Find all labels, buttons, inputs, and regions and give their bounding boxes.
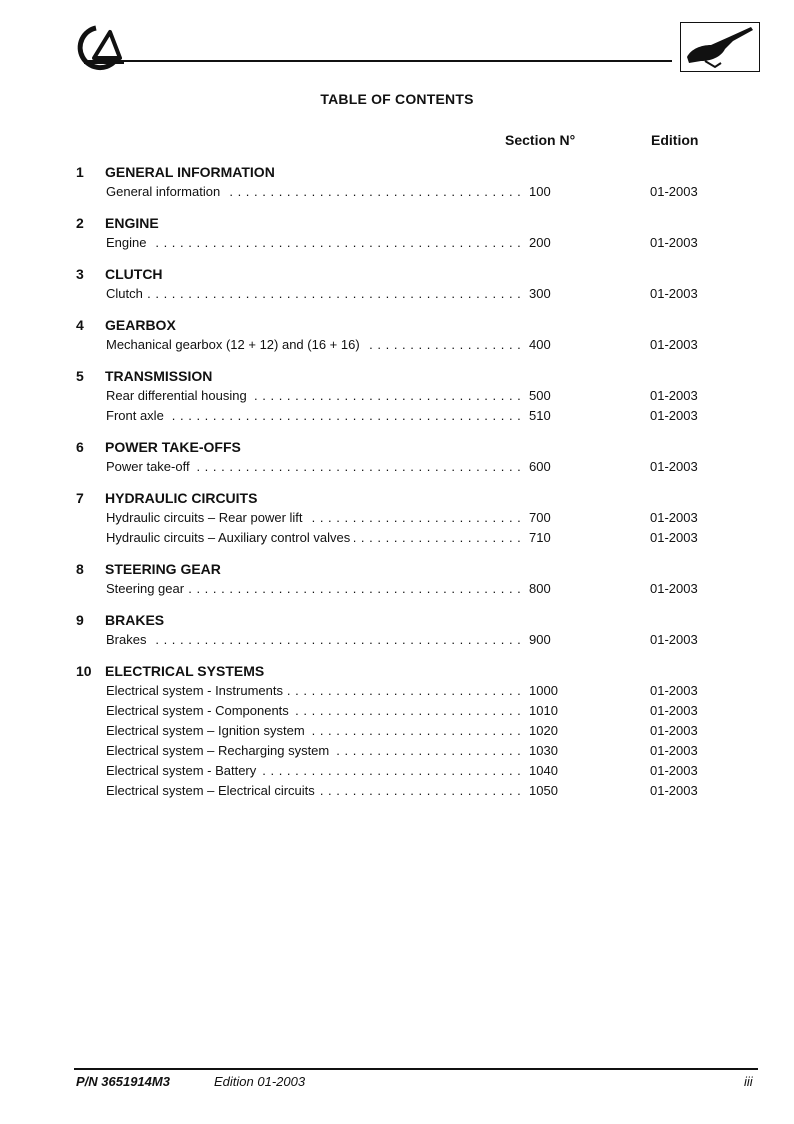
toc-chapter bbox=[0, 315, 794, 355]
chapter-title: HYDRAULIC CIRCUITS bbox=[105, 490, 258, 506]
entry-edition: 01-2003 bbox=[650, 459, 698, 474]
entry-section-number: 200 bbox=[526, 235, 551, 250]
chapter-title: BRAKES bbox=[105, 612, 165, 628]
entry-label: Electrical system - Components bbox=[106, 703, 293, 718]
entry-label: Mechanical gearbox (12 + 12) and (16 + 16) bbox=[106, 337, 364, 352]
page-title: TABLE OF CONTENTS bbox=[320, 91, 474, 107]
chapter-title: GENERAL INFORMATION bbox=[105, 164, 275, 180]
entry-edition: 01-2003 bbox=[650, 408, 698, 423]
entry-edition: 01-2003 bbox=[650, 703, 698, 718]
entry-section-number: 1040 bbox=[526, 763, 558, 778]
toc-entry[interactable] bbox=[0, 406, 794, 426]
toc-entry[interactable] bbox=[0, 579, 794, 599]
footer-part-number: P/N 3651914M3 bbox=[76, 1074, 170, 1089]
entry-section-number: 1010 bbox=[526, 703, 558, 718]
entry-edition: 01-2003 bbox=[650, 783, 698, 798]
chapter-title: POWER TAKE-OFFS bbox=[105, 439, 241, 455]
toc-chapter bbox=[0, 162, 794, 202]
entry-label: Electrical system – Ignition system bbox=[106, 723, 309, 738]
entry-section-number: 710 bbox=[526, 530, 551, 545]
entry-edition: 01-2003 bbox=[650, 184, 698, 199]
entry-edition: 01-2003 bbox=[650, 743, 698, 758]
chapter-number: 4 bbox=[76, 317, 84, 333]
entry-label: Hydraulic circuits – Rear power lift bbox=[106, 510, 307, 525]
chapter-number: 9 bbox=[76, 612, 84, 628]
toc-entry[interactable] bbox=[0, 182, 794, 202]
entry-label: Engine bbox=[106, 235, 150, 250]
entry-edition: 01-2003 bbox=[650, 723, 698, 738]
entry-label: Steering gear bbox=[106, 581, 188, 596]
entry-section-number: 900 bbox=[526, 632, 551, 647]
entry-edition: 01-2003 bbox=[650, 337, 698, 352]
toc-entry[interactable] bbox=[0, 761, 794, 781]
chapter-title: STEERING GEAR bbox=[105, 561, 221, 577]
chapter-number: 1 bbox=[76, 164, 84, 180]
header-rule bbox=[120, 60, 672, 62]
toc-chapter bbox=[0, 437, 794, 477]
toc-entry[interactable] bbox=[0, 681, 794, 701]
entry-edition: 01-2003 bbox=[650, 388, 698, 403]
toc-entry[interactable] bbox=[0, 781, 794, 801]
toc-entry[interactable] bbox=[0, 233, 794, 253]
toc-entry[interactable] bbox=[0, 386, 794, 406]
entry-label: Electrical system – Recharging system bbox=[106, 743, 333, 758]
entry-section-number: 1050 bbox=[526, 783, 558, 798]
chapter-number: 10 bbox=[76, 663, 92, 679]
toc-chapter bbox=[0, 610, 794, 650]
toc-entry[interactable] bbox=[0, 284, 794, 304]
entry-label: Rear differential housing bbox=[106, 388, 251, 403]
footer-page-number: iii bbox=[744, 1074, 753, 1089]
entry-section-number: 1030 bbox=[526, 743, 558, 758]
toc-entry[interactable] bbox=[0, 528, 794, 548]
toc-chapter bbox=[0, 661, 794, 801]
entry-label: General information bbox=[106, 184, 224, 199]
toc-entry[interactable] bbox=[0, 630, 794, 650]
toc-chapter bbox=[0, 366, 794, 426]
entry-edition: 01-2003 bbox=[650, 286, 698, 301]
toc-list bbox=[0, 162, 794, 812]
toc-chapter bbox=[0, 488, 794, 548]
footer-edition: Edition 01-2003 bbox=[214, 1074, 306, 1089]
chapter-title: CLUTCH bbox=[105, 266, 163, 282]
toc-entry[interactable] bbox=[0, 701, 794, 721]
entry-edition: 01-2003 bbox=[650, 581, 698, 596]
toc-chapter bbox=[0, 213, 794, 253]
chapter-number: 8 bbox=[76, 561, 84, 577]
entry-edition: 01-2003 bbox=[650, 235, 698, 250]
chapter-title: ELECTRICAL SYSTEMS bbox=[105, 663, 265, 679]
entry-section-number: 510 bbox=[526, 408, 551, 423]
entry-edition: 01-2003 bbox=[650, 683, 698, 698]
toc-entry[interactable] bbox=[0, 508, 794, 528]
chapter-title: GEARBOX bbox=[105, 317, 176, 333]
chapter-number: 6 bbox=[76, 439, 84, 455]
footer-rule bbox=[74, 1068, 758, 1070]
entry-label: Front axle bbox=[106, 408, 168, 423]
entry-label: Hydraulic circuits – Auxiliary control valves bbox=[106, 530, 354, 545]
entry-section-number: 700 bbox=[526, 510, 551, 525]
header-graphic-box bbox=[680, 22, 760, 72]
column-header-section: Section N° bbox=[505, 132, 576, 148]
chapter-title: ENGINE bbox=[105, 215, 159, 231]
entry-label: Clutch bbox=[106, 286, 147, 301]
entry-section-number: 300 bbox=[526, 286, 551, 301]
toc-chapter bbox=[0, 264, 794, 304]
entry-section-number: 1020 bbox=[526, 723, 558, 738]
entry-label: Electrical system – Electrical circuits bbox=[106, 783, 319, 798]
entry-section-number: 600 bbox=[526, 459, 551, 474]
entry-edition: 01-2003 bbox=[650, 763, 698, 778]
chapter-number: 5 bbox=[76, 368, 84, 384]
entry-label: Electrical system - Battery bbox=[106, 763, 260, 778]
toc-entry[interactable] bbox=[0, 335, 794, 355]
entry-section-number: 100 bbox=[526, 184, 551, 199]
column-header-edition: Edition bbox=[651, 132, 699, 148]
entry-section-number: 1000 bbox=[526, 683, 558, 698]
chapter-number: 7 bbox=[76, 490, 84, 506]
toc-entry[interactable] bbox=[0, 741, 794, 761]
pointing-hand-icon bbox=[681, 23, 758, 70]
entry-section-number: 800 bbox=[526, 581, 551, 596]
toc-chapter bbox=[0, 559, 794, 599]
brand-logo-icon bbox=[74, 24, 130, 72]
chapter-number: 2 bbox=[76, 215, 84, 231]
entry-label: Brakes bbox=[106, 632, 150, 647]
entry-edition: 01-2003 bbox=[650, 510, 698, 525]
chapter-number: 3 bbox=[76, 266, 84, 282]
entry-label: Power take-off bbox=[106, 459, 194, 474]
toc-entry[interactable] bbox=[0, 721, 794, 741]
entry-edition: 01-2003 bbox=[650, 632, 698, 647]
toc-entry[interactable] bbox=[0, 457, 794, 477]
entry-edition: 01-2003 bbox=[650, 530, 698, 545]
entry-label: Electrical system - Instruments bbox=[106, 683, 287, 698]
chapter-title: TRANSMISSION bbox=[105, 368, 213, 384]
entry-section-number: 400 bbox=[526, 337, 551, 352]
entry-section-number: 500 bbox=[526, 388, 551, 403]
